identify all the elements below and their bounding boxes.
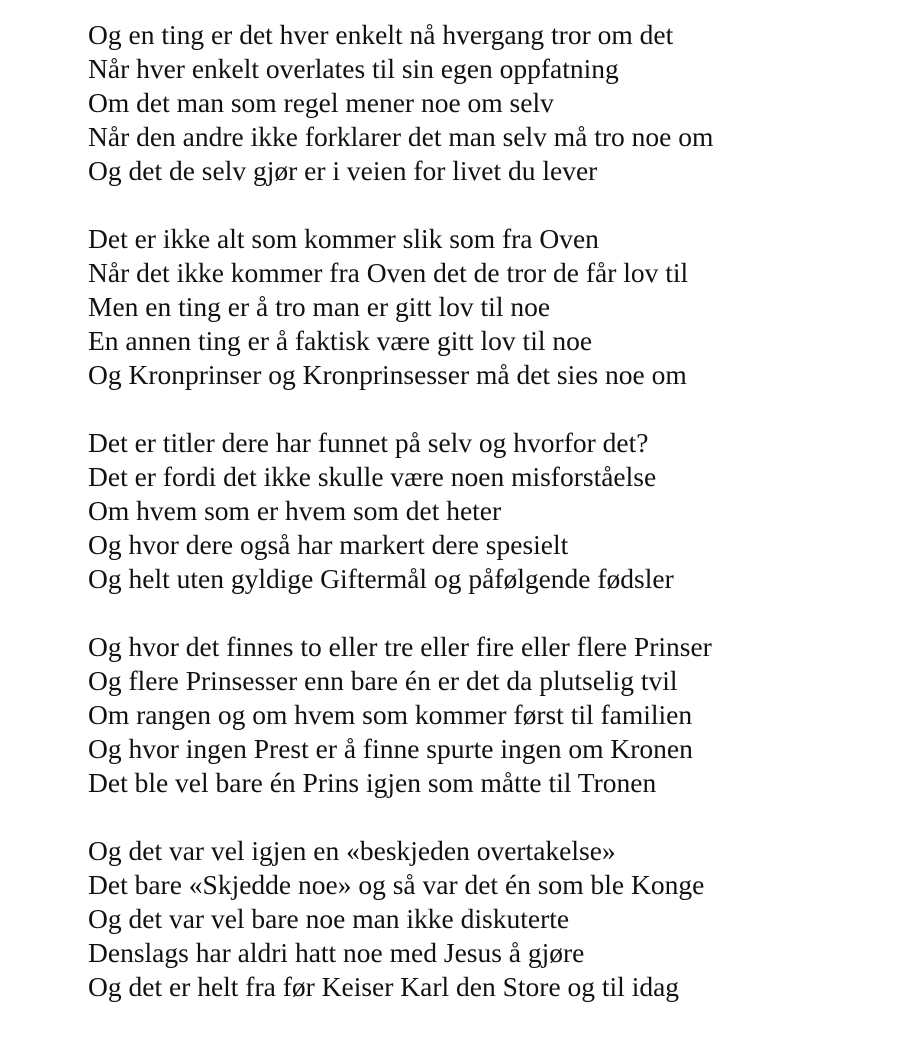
poem-line: Og flere Prinsesser enn bare én er det da plutselig tvil	[88, 665, 678, 696]
poem-line: Og det er helt fra før Keiser Karl den Store og til idag	[88, 971, 680, 1002]
poem-line: Og hvor det finnes to eller tre eller fire eller flere Prinser	[88, 631, 712, 662]
poem-line: Det er ikke alt som kommer slik som fra Oven	[88, 223, 599, 254]
stanza-2	[88, 222, 898, 392]
poem-line: Det bare «Skjedde noe» og så var det én som ble Konge	[88, 869, 705, 900]
poem-line: Det er fordi det ikke skulle være noen misforståelse	[88, 461, 657, 492]
poem-line: Om hvem som er hvem som det heter	[88, 495, 502, 526]
poem-line: Og helt uten gyldige Giftermål og påfølgende fødsler	[88, 563, 674, 594]
poem-line: Og Kronprinser og Kronprinsesser må det sies noe om	[88, 359, 687, 390]
poem-line: Og det var vel bare noe man ikke diskuterte	[88, 903, 570, 934]
poem-line: Det er titler dere har funnet på selv og hvorfor det?	[88, 427, 649, 458]
poem-line: Og en ting er det hver enkelt nå hvergang tror om det	[88, 19, 674, 50]
poem-line: Og det var vel igjen en «beskjeden overtakelse»	[88, 835, 616, 866]
poem-line: Om rangen og om hvem som kommer først til familien	[88, 699, 693, 730]
poem-line: Og hvor dere også har markert dere spesielt	[88, 529, 569, 560]
stanza-3	[88, 426, 898, 596]
poem-text	[88, 18, 898, 1038]
stanza-5	[88, 834, 898, 1004]
poem-line: Når det ikke kommer fra Oven det de tror de får lov til	[88, 257, 689, 288]
poem-line: Når hver enkelt overlates til sin egen oppfatning	[88, 53, 619, 84]
poem-line: Og hvor ingen Prest er å finne spurte ingen om Kronen	[88, 733, 693, 764]
poem-line: En annen ting er å faktisk være gitt lov til noe	[88, 325, 593, 356]
poem-line: Om det man som regel mener noe om selv	[88, 87, 554, 118]
stanza-4	[88, 630, 898, 800]
poem-line: Denslags har aldri hatt noe med Jesus å gjøre	[88, 937, 585, 968]
poem-line: Men en ting er å tro man er gitt lov til noe	[88, 291, 551, 322]
poem-line: Og det de selv gjør er i veien for livet du lever	[88, 155, 598, 186]
poem-line: Det ble vel bare én Prins igjen som måtte til Tronen	[88, 767, 657, 798]
poem-line: Når den andre ikke forklarer det man selv må tro noe om	[88, 121, 714, 152]
stanza-1	[88, 18, 898, 188]
